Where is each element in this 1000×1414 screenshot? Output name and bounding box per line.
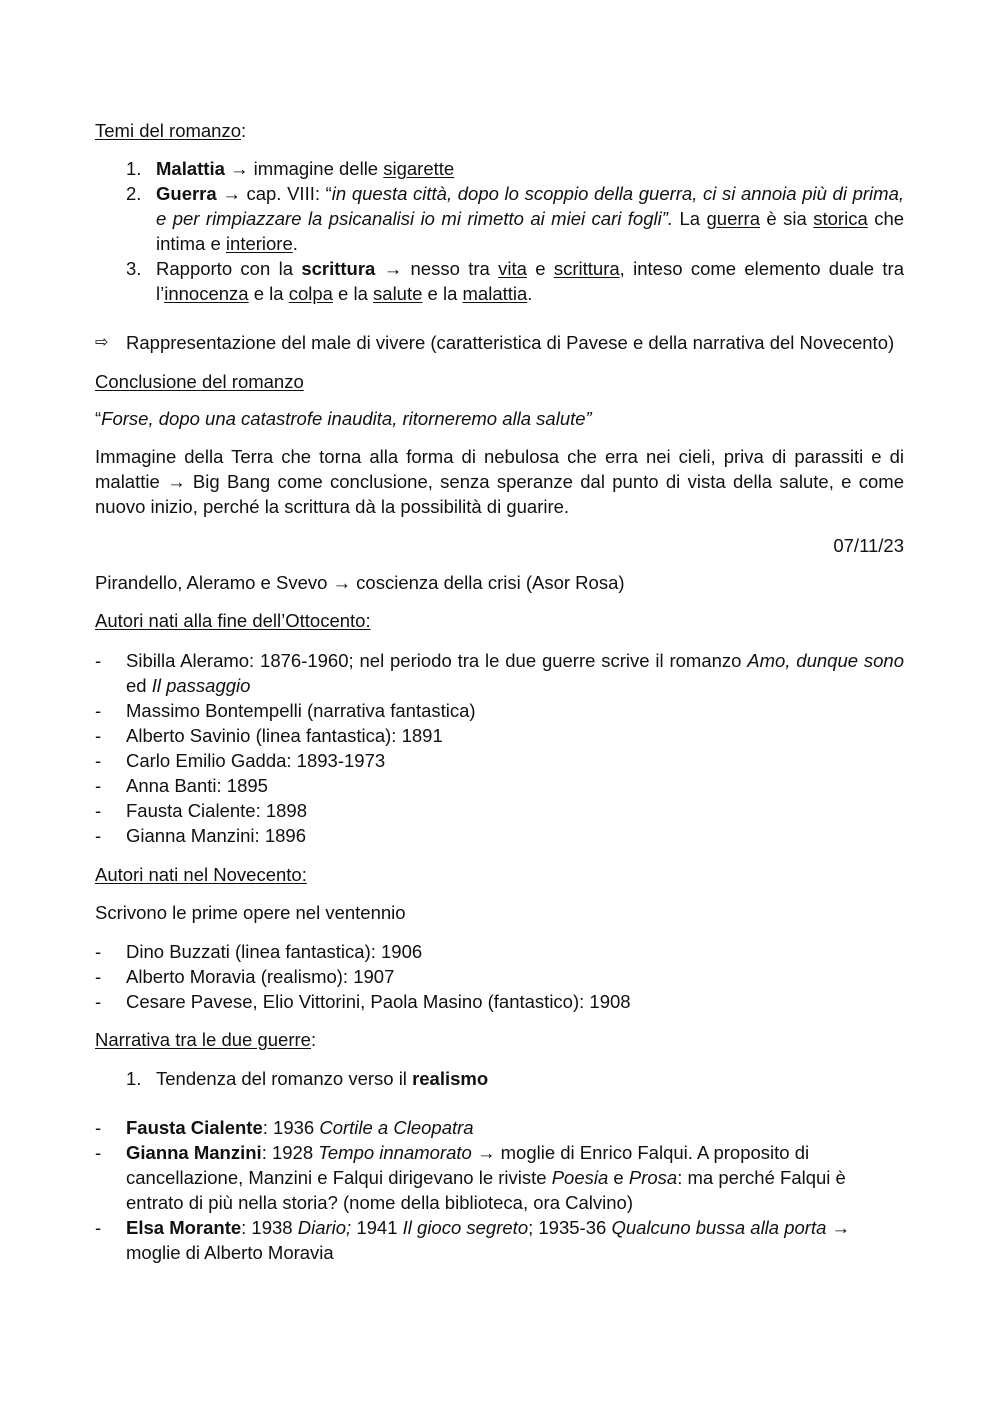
theme-item-scrittura: 3. Rapporto con la scrittura → nesso tra vita e scrittura, inteso come elemento duale tra l’innocenza e la colpa e la salute e la malattia. — [126, 258, 904, 304]
arrow-icon: → — [383, 258, 403, 279]
list-item: - Elsa Morante: 1938 Diario; 1941 Il gioco segreto; 1935-36 Qualcuno bussa alla porta → moglie di Alberto Moravia — [95, 1217, 851, 1263]
list-item: - Gianna Manzini: 1928 Tempo innamorato → moglie di Enrico Falqui. A proposito di cancellazione, Manzini e Falqui dirigevano le riviste Poesia e Prosa: ma perché Falqui è entrato di più nella storia? (nome della biblioteca, ora Calvino) — [95, 1142, 846, 1213]
arrow-icon: → — [831, 1217, 851, 1238]
novecento-intro: Scrivono le prime opere nel ventennio — [95, 902, 406, 923]
arrow-icon: → — [230, 158, 249, 179]
narrativa-heading: Narrativa tra le due guerre: — [95, 1029, 317, 1050]
themes-list — [95, 156, 904, 306]
list-item: - Gianna Manzini: 1896 — [95, 825, 306, 846]
arrow-icon: → — [167, 471, 186, 492]
list-item: - Massimo Bontempelli (narrativa fantastica) — [95, 700, 476, 721]
arrow-icon: → — [476, 1142, 496, 1163]
arrow-icon: → — [332, 572, 352, 593]
document-page — [95, 118, 904, 1265]
narrativa-authors-list — [95, 1115, 904, 1265]
themes-heading: Temi del romanzo: — [95, 120, 247, 141]
list-item: - Fausta Cialente: 1898 — [95, 800, 308, 821]
date-label: 07/11/23 — [833, 535, 904, 556]
list-item: - Fausta Cialente: 1936 Cortile a Cleopatra — [95, 1117, 474, 1138]
theme-item-guerra: 2. Guerra → cap. VIII: “in questa città, dopo lo scoppio della guerra, ci si annoia più di prima, e per rimpiazzare la psicanalisi io mi rimetto ai miei cari fogli”. La guerra è sia storica che intima e interiore. — [126, 183, 905, 254]
list-item: - Alberto Moravia (realismo): 1907 — [95, 966, 395, 987]
list-item: - Carlo Emilio Gadda: 1893-1973 — [95, 750, 386, 771]
conclusion-quote: “Forse, dopo una catastrofe inaudita, ritorneremo alla salute” — [95, 408, 592, 429]
list-item: - Sibilla Aleramo: 1876-1960; nel periodo tra le due guerre scrive il romanzo Amo, dunque sono ed Il passaggio — [95, 650, 904, 696]
arrow-icon: → — [222, 183, 241, 204]
list-item: 1. Tendenza del romanzo verso il realismo — [126, 1068, 489, 1089]
male-di-vivere-note: ⇨ Rappresentazione del male di vivere (caratteristica di Pavese e della narrativa del Novecento) — [95, 332, 895, 353]
list-item: - Anna Banti: 1895 — [95, 775, 268, 796]
ottocento-heading: Autori nati alla fine dell’Ottocento: — [95, 610, 371, 631]
novecento-authors-list — [95, 939, 904, 1014]
narrativa-list — [95, 1066, 904, 1091]
conclusion-heading: Conclusione del romanzo — [95, 371, 304, 392]
conclusion-paragraph: Immagine della Terra che torna alla forma di nebulosa che erra nei cieli, priva di parassiti e di malattie → Big Bang come conclusione, senza speranze dal punto di vista della salute, e come nuovo inizio, perché la scrittura dà la possibilità di guarire. — [95, 446, 904, 517]
novecento-heading: Autori nati nel Novecento: — [95, 864, 307, 885]
crisis-line: Pirandello, Aleramo e Svevo → coscienza della crisi (Asor Rosa) — [95, 572, 625, 593]
themes-title: Temi del romanzo — [95, 120, 242, 141]
ottocento-authors-list — [95, 648, 904, 848]
list-item: - Cesare Pavese, Elio Vittorini, Paola Masino (fantastico): 1908 — [95, 991, 631, 1012]
theme-item-malattia: 1. Malattia → immagine delle sigarette — [126, 158, 455, 179]
list-item: - Alberto Savinio (linea fantastica): 1891 — [95, 725, 443, 746]
list-item: - Dino Buzzati (linea fantastica): 1906 — [95, 941, 423, 962]
hollow-arrow-icon: ⇨ — [95, 334, 109, 351]
